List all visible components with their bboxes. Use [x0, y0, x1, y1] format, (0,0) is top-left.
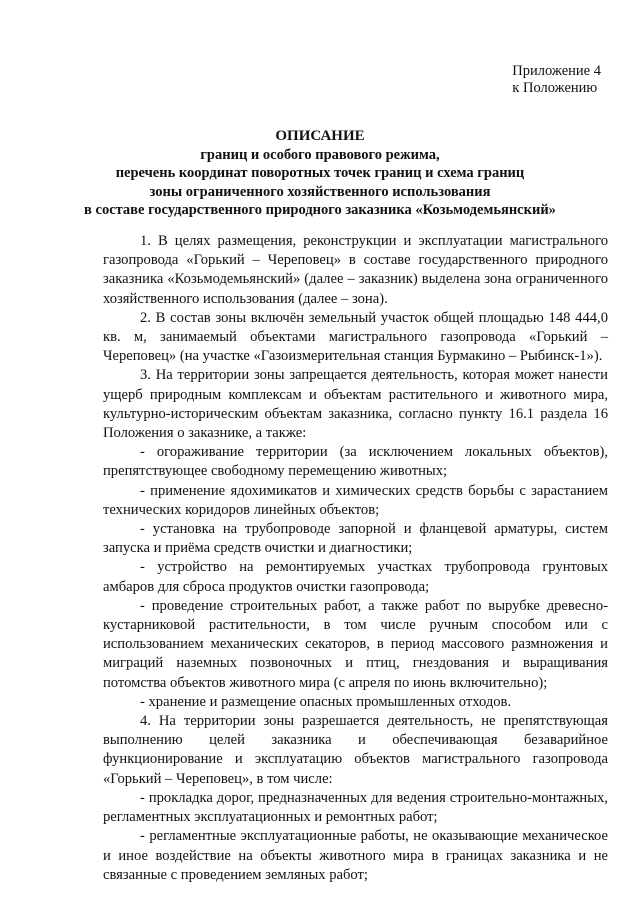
document-body [103, 232, 608, 885]
appendix-reference: к Положению [512, 80, 598, 96]
list-item: - хранение и размещение опасных промышленных отходов. [140, 693, 512, 710]
heading-line: перечень координат поворотных точек границ и схема границ [115, 165, 525, 181]
list-item: - установка на трубопроводе запорной и фланцевой арматуры, систем запуска и приёма средств очистки и диагностики; [103, 521, 608, 557]
paragraph-1: 1. В целях размещения, реконструкции и эксплуатации магистрального газопровода «Горький – Череповец» в составе государственного природного заказника «Козьмодемьянский» (далее – заказник) выделена зона ограниченного хозяйственного использования (далее – зона). [103, 233, 608, 307]
list-item: - прокладка дорог, предназначенных для ведения строительно-монтажных, регламентных эксплуатационных и ремонтных работ; [103, 789, 608, 826]
appendix-number: Приложение 4 [512, 63, 601, 79]
list-item: - регламентные эксплуатационные работы, не оказывающие механическое и иное воздействие на объекты животного мира в границах заказника и не связанные с проведением земляных работ; [103, 828, 608, 883]
list-item: - применение ядохимикатов и химических средств борьбы с зарастанием технических коридоров линейных объектов; [103, 482, 608, 518]
document-heading [0, 127, 640, 220]
list-item: - проведение строительных работ, а также работ по вырубке древесно-кустарниковой растительности, в том числе ручным способом или с использованием механических секаторов, в период массового размножения и миграций наземных позвоночных и птиц, гнездования и выращивания потомства объектов животного мира (с апреля по июнь включительно); [103, 597, 608, 691]
list-item: - огораживание территории (за исключением локальных объектов), препятствующее свободному перемещению животных; [103, 444, 608, 480]
paragraph-3: 3. На территории зоны запрещается деятельность, которая может нанести ущерб природным комплексам и объектам растительного и животного мира, культурно-историческим объектам заказника, согласно пункту 16.1 раздела 16 Положения о заказнике, а также: [103, 367, 608, 442]
paragraph-2: 2. В состав зоны включён земельный участок общей площадью 148 444,0 кв. м, занимаемый объектами магистрального газопровода «Горький – Череповец» (на участке «Газоизмерительная станция Бурмакино – Рыбинск-1»). [103, 309, 608, 365]
paragraph-4: 4. На территории зоны разрешается деятельность, не препятствующая выполнению целей заказника и обеспечивающая безаварийное функционирование и эксплуатацию объектов магистрального газопровода «Горький – Череповец», в том числе: [103, 713, 608, 787]
appendix-label [512, 63, 601, 97]
document-title: ОПИСАНИЕ [275, 128, 365, 144]
list-item: - устройство на ремонтируемых участках трубопровода грунтовых амбаров для сброса продуктов очистки газопровода; [103, 559, 608, 595]
heading-line: в составе государственного природного заказника «Козьмодемьянский» [84, 202, 556, 218]
heading-line: границ и особого правового режима, [200, 146, 440, 163]
heading-line: зоны ограниченного хозяйственного использования [149, 183, 491, 200]
